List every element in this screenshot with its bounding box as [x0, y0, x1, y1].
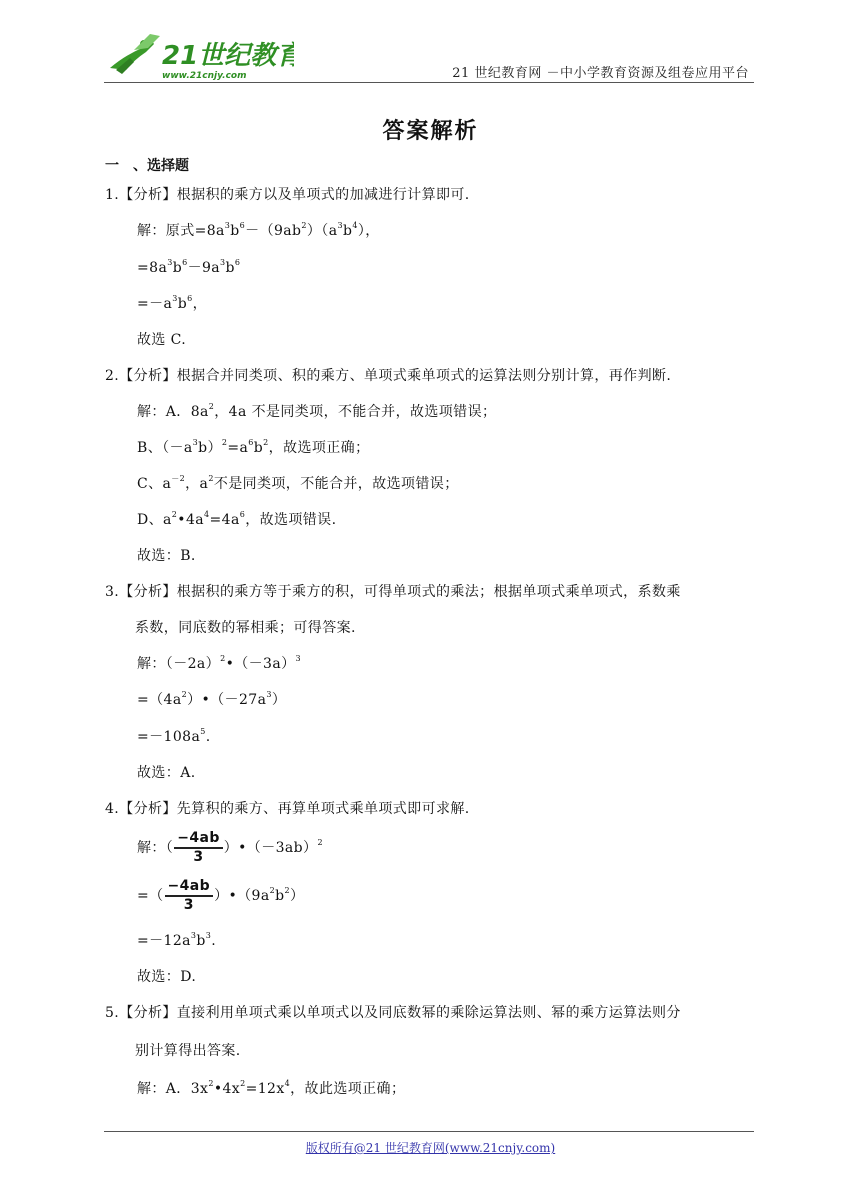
logo-runner-icon — [104, 30, 294, 82]
question-2-choice: 故选：B. — [137, 548, 196, 564]
svg-text:21世纪教育: 21世纪教育 — [162, 41, 294, 71]
question-1-step-1: 解：原式$=8a^3b^6-(9ab^2)(a^3b^4)$， — [137, 221, 380, 239]
page-title: 答案解析 — [382, 119, 479, 144]
question-4-choice: 故选：D. — [137, 969, 197, 985]
question-3-step-2: $=(4a^2)•(-27a^3)$ — [137, 690, 287, 708]
footer-divider — [104, 1131, 754, 1132]
question-2-option-b: B、$(-a^3b)^2=a^6b^2$，故选项正确； — [137, 438, 370, 456]
question-5-option-a: 解：A．$3x^2•4x^2=12x^4$，故此选项正确； — [137, 1079, 406, 1097]
question-2-analysis: 2.【分析】根据合并同类项、积的乘方、单项式乘单项式的运算法则分别计算，再作判断. — [105, 368, 672, 384]
question-4-step-2: =（ $\frac{-4ab}{3}$ ）$•(9a^2b^2)$ — [137, 878, 305, 913]
question-2-option-c: C、$a^{-2}$，$a^2$不是同类项，不能合并，故选项错误； — [137, 474, 459, 492]
question-1-step-2: $=8a^3b^6-9a^3b^6$ — [137, 258, 241, 276]
site-tagline: 21 世纪教育网 －中小学教育资源及组卷应用平台 — [452, 66, 749, 81]
question-1-analysis: 1.【分析】根据积的乘方以及单项式的加减进行计算即可. — [105, 187, 470, 203]
question-3-choice: 故选：A. — [137, 765, 196, 781]
question-4-step-1: 解：（ $\frac{-4ab}{3}$ ）$•(-3ab)^2$ — [137, 830, 323, 865]
header-divider — [104, 82, 754, 83]
fraction: $\frac{-4ab}{3}$ — [174, 830, 223, 866]
question-2-option-d: D、$a^2•4a^4=4a^6$，故选项错误. — [137, 510, 337, 528]
question-4-analysis: 4.【分析】先算积的乘方、再算单项式乘单项式即可求解. — [105, 801, 470, 817]
section-heading: 一 、选择题 — [105, 158, 189, 174]
site-logo — [104, 30, 294, 82]
question-3-analysis-cont: 系数，同底数的幂相乘；可得答案. — [135, 620, 356, 636]
question-1-choice: 故选 C. — [137, 332, 187, 348]
question-3-step-1: 解：$(-2a)^2•(-3a)^3$ — [137, 654, 301, 672]
fraction: $\frac{-4ab}{3}$ — [165, 878, 214, 914]
question-3-analysis: 3.【分析】根据积的乘方等于乘方的积，可得单项式的乘法；根据单项式乘单项式，系数乘 — [105, 584, 681, 600]
footer-copyright-link[interactable]: 版权所有@21 世纪教育网(www.21cnjy.com) — [305, 1141, 556, 1155]
question-3-step-3: $=-108a^5$. — [137, 727, 211, 745]
question-5-analysis: 5.【分析】直接利用单项式乘以单项式以及同底数幂的乘除运算法则、幂的乘方运算法则分 — [105, 1005, 681, 1021]
question-1-step-3: $=-a^3b^6$， — [137, 294, 208, 312]
question-4-step-3: $=-12a^3b^3$. — [137, 931, 217, 949]
svg-text:www.21cnjy.com: www.21cnjy.com — [162, 71, 247, 81]
question-5-analysis-cont: 别计算得出答案. — [135, 1043, 241, 1059]
question-2-option-a: 解：A．$8a^2$，4a 不是同类项，不能合并，故选项错误； — [137, 402, 497, 420]
